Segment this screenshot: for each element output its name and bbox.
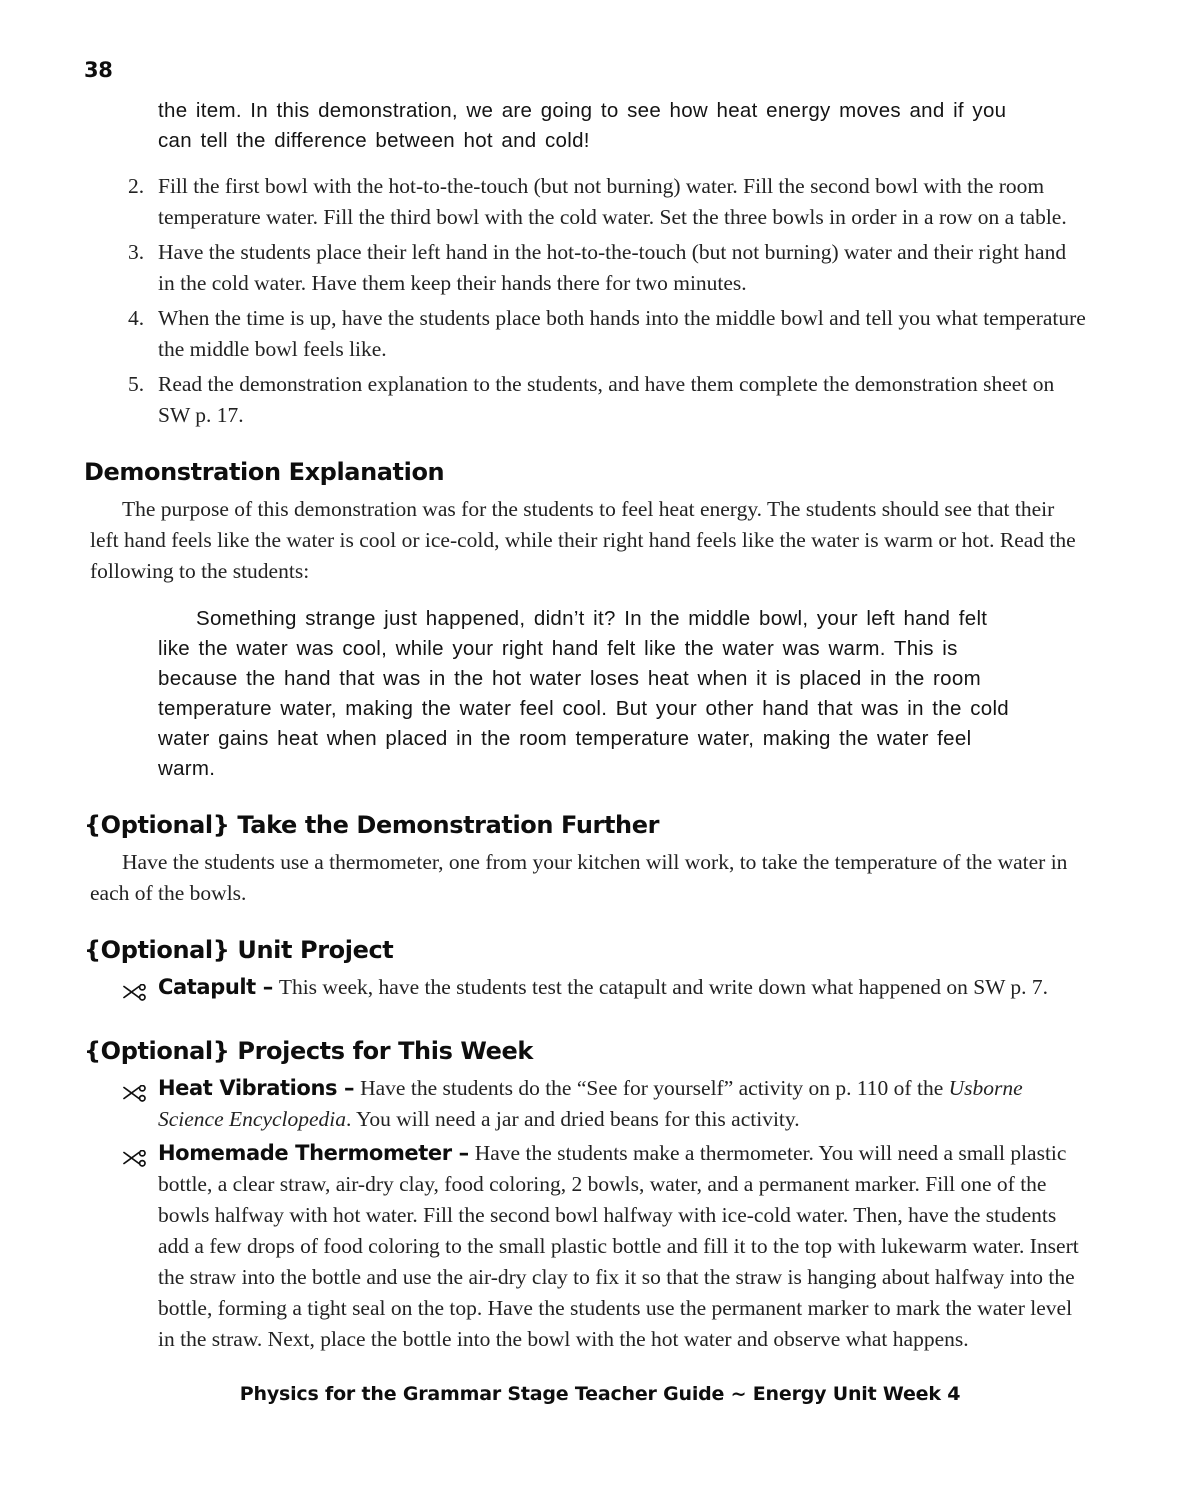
project-description: This week, have the students test the catapult and write down what happened on SW p. 7. [278, 975, 1049, 999]
demonstration-explanation-paragraph: The purpose of this demonstration was for the students to feel heat energy. The students should see that their left hand feels like the water is cool or ice-cold, while their right hand feels like the water is warm or hot. Read the following to the students: [90, 497, 1076, 583]
demonstration-steps-list [84, 171, 1088, 431]
project-label: Heat Vibrations – [158, 1076, 355, 1100]
list-item-catapult [122, 972, 1088, 1010]
book-title: Usborne Science Encyclopedia [158, 1076, 1023, 1131]
section-heading-projects-for-this-week: {Optional} Projects for This Week [84, 1037, 533, 1065]
step-text: When the time is up, have the students place both hands into the middle bowl and tell you what temperature the middle bowl feels like. [158, 306, 1086, 361]
step-text: Read the demonstration explanation to the students, and have them complete the demonstration sheet on SW p. 17. [158, 372, 1055, 427]
section-heading-demonstration-explanation: Demonstration Explanation [84, 458, 445, 486]
scissors-icon [122, 1073, 158, 1135]
step-text: Have the students place their left hand in the hot-to-the-touch (but not burning) water and their right hand in the cold water. Have them keep their hands there for two minutes. [158, 240, 1067, 295]
list-item-homemade-thermometer [122, 1138, 1088, 1355]
page-number: 38 [84, 58, 113, 82]
step-number: 4. [128, 306, 145, 330]
project-text [158, 972, 1088, 1010]
project-label: Catapult – [158, 975, 273, 999]
list-item-heat-vibrations [122, 1073, 1088, 1135]
project-text [158, 1138, 1088, 1355]
project-description: Have the students make a thermometer. You will need a small plastic bottle, a clear straw, air-dry clay, food coloring, 2 bowls, water, and a permanent marker. Fill one of the bowls halfway with hot water. Fill the second bowl halfway with ice-cold water. Then, have the students add a few drops of food coloring to the small plastic bottle and fill it to the top with lukewarm water. Insert the straw into the bottle and use the air-dry clay to fix it so that the straw is hanging about halfway into the bottle, forming a tight seal on the top. Have the students use the permanent marker to mark the water level in the straw. Next, place the bottle into the bowl with the hot water and observe what happens. [158, 1141, 1079, 1351]
project-description: Have the students do the “See for yourself” activity on p. 110 of the [360, 1076, 949, 1100]
section-heading-unit-project: {Optional} Unit Project [84, 936, 394, 964]
demonstration-read-aloud-text: Something strange just happened, didn’t it? In the middle bowl, your left hand felt like the water was cool, while your right hand felt like the water was warm. This is because the hand that was in the hot water loses heat when it is placed in the room temperature water, making the water feel cool. But your other hand that was in the cold water gains heat when placed in the room temperature water, making the water feel warm. [158, 607, 1010, 780]
scissors-icon [122, 972, 158, 1010]
intro-read-aloud-text: the item. In this demonstration, we are going to see how heat energy moves and if you can tell the difference between hot and cold! [158, 99, 1007, 152]
scissors-icon [122, 1138, 158, 1355]
step-number: 2. [128, 174, 145, 198]
section-heading-take-demonstration-further: {Optional} Take the Demonstration Further [84, 811, 660, 839]
list-item [128, 303, 1088, 365]
list-item [128, 237, 1088, 299]
project-text [158, 1073, 1088, 1135]
project-description: . You will need a jar and dried beans for this activity. [346, 1107, 800, 1131]
project-label: Homemade Thermometer – [158, 1141, 469, 1165]
list-item [128, 171, 1088, 233]
take-demonstration-further-paragraph: Have the students use a thermometer, one from your kitchen will work, to take the temperature of the water in each of the bowls. [90, 850, 1068, 905]
page-footer: Physics for the Grammar Stage Teacher Guide ~ Energy Unit Week 4 [239, 1383, 961, 1405]
step-number: 3. [128, 240, 145, 264]
step-number: 5. [128, 372, 145, 396]
step-text: Fill the first bowl with the hot-to-the-touch (but not burning) water. Fill the second bowl with the room temperature water. Fill the third bowl with the cold water. Set the three bowls in order in a row on a table. [158, 174, 1067, 229]
list-item [128, 369, 1088, 431]
